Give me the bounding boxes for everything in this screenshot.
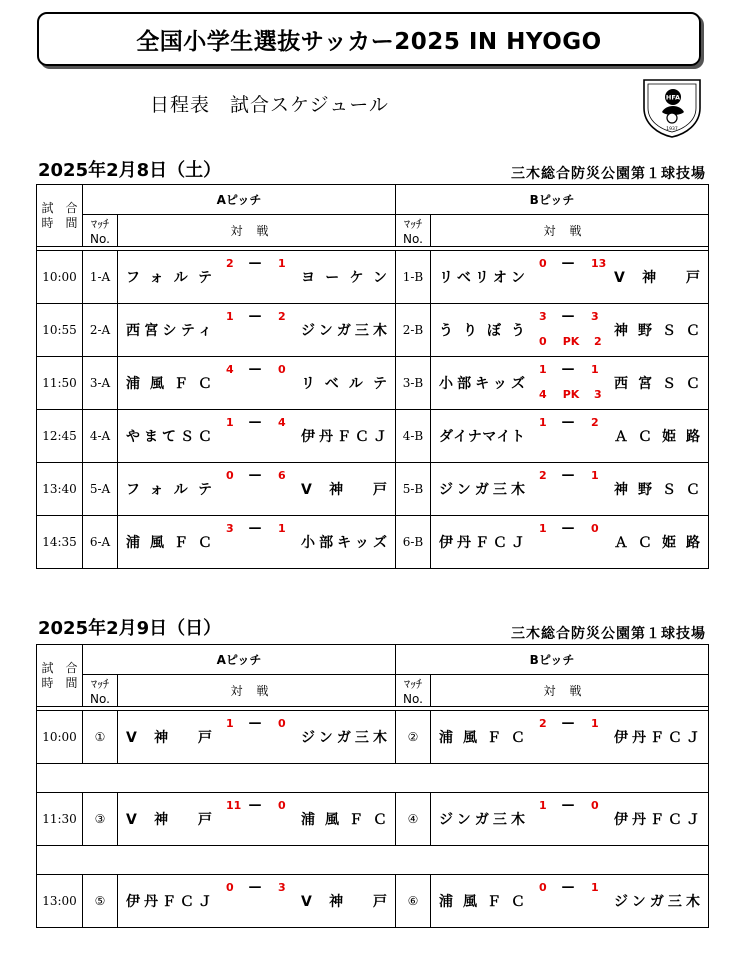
- home-score: 0: [539, 257, 547, 270]
- match-number: ②: [396, 711, 431, 764]
- home-team: 西宮シティ: [126, 323, 212, 339]
- pk-home-score: 0: [539, 335, 547, 348]
- away-score: 6: [278, 469, 286, 482]
- score-dash: —: [561, 256, 575, 271]
- home-score: 2: [226, 257, 234, 270]
- home-score: 4: [226, 363, 234, 376]
- score-dash: —: [248, 309, 262, 324]
- home-team: V 神 戸: [126, 730, 212, 746]
- match-number: 5-B: [396, 463, 431, 516]
- time-header: [37, 185, 83, 247]
- away-team: 神野ＳＣ: [614, 482, 700, 498]
- score-dash: —: [248, 521, 262, 536]
- away-score: 1: [591, 881, 599, 894]
- match-row: [37, 463, 709, 516]
- home-score: 0: [539, 881, 547, 894]
- home-team: 浦風ＦＣ: [439, 730, 525, 746]
- score-dash: —: [248, 468, 262, 483]
- home-score: 2: [539, 717, 547, 730]
- home-team: うりぼう: [439, 323, 525, 339]
- vs-header: 対戦: [431, 215, 709, 247]
- match-a: [118, 463, 396, 516]
- score-dash: —: [248, 716, 262, 731]
- away-score: 0: [278, 717, 286, 730]
- match-number: ③: [83, 793, 118, 846]
- vs-header: 対戦: [118, 675, 396, 707]
- match-number: 3-B: [396, 357, 431, 410]
- match-no-header: ﾏｯﾁNo.: [83, 215, 118, 247]
- pitch-b-header: [396, 645, 709, 675]
- away-team: ＡＣ姫路: [614, 535, 700, 551]
- schedule-table: [36, 644, 709, 928]
- pitch-letter: A: [216, 653, 226, 667]
- home-score: 1: [539, 363, 547, 376]
- break-row: [37, 846, 709, 875]
- away-score: 0: [591, 522, 599, 535]
- match-number: ⑥: [396, 875, 431, 928]
- pk-away-score: 2: [594, 335, 602, 348]
- away-score: 3: [278, 881, 286, 894]
- away-score: 2: [591, 416, 599, 429]
- home-score: 0: [226, 881, 234, 894]
- match-number: 4-B: [396, 410, 431, 463]
- away-team: 伊丹ＦＣＪ: [614, 730, 700, 746]
- pk-home-score: 4: [539, 388, 547, 401]
- match-a: [118, 793, 396, 846]
- match-time: 10:00: [37, 711, 83, 764]
- away-team: V 神 戸: [614, 270, 700, 286]
- away-team: ジンガ三木: [614, 894, 700, 910]
- match-time: 12:45: [37, 410, 83, 463]
- break-cell: [37, 764, 709, 793]
- match-number: 6-A: [83, 516, 118, 569]
- home-team: 小部キッズ: [439, 376, 525, 392]
- pk-label: PK: [562, 388, 580, 401]
- time-header: [37, 645, 83, 707]
- match-row: [37, 875, 709, 928]
- away-score: 1: [278, 522, 286, 535]
- match-number: ①: [83, 711, 118, 764]
- score-dash: —: [561, 415, 575, 430]
- match-b: [431, 357, 709, 410]
- away-score: 4: [278, 416, 286, 429]
- home-team: 伊丹ＦＣＪ: [439, 535, 525, 551]
- match-row: [37, 793, 709, 846]
- match-no-header: ﾏｯﾁNo.: [396, 675, 431, 707]
- match-time: 13:40: [37, 463, 83, 516]
- logo-text: HFA: [665, 93, 681, 102]
- match-b: [431, 410, 709, 463]
- match-number: ⑤: [83, 875, 118, 928]
- break-row: [37, 764, 709, 793]
- time-header-line: 時 間: [41, 215, 78, 230]
- header-row: [37, 185, 709, 215]
- away-team: 伊丹ＦＣＪ: [301, 429, 387, 445]
- home-score: 1: [539, 522, 547, 535]
- away-score: 1: [278, 257, 286, 270]
- home-team: 浦風ＦＣ: [126, 535, 212, 551]
- away-team: リベルテ: [301, 376, 387, 392]
- time-header-line: 試 合: [41, 660, 78, 675]
- pitch-letter: B: [529, 653, 539, 667]
- pitch-letter: A: [216, 193, 226, 207]
- page-subtitle: 日程表 試合スケジュール: [150, 94, 389, 116]
- away-score: 13: [591, 257, 607, 270]
- away-team: ヨーケン: [301, 270, 387, 286]
- pitch-b-header: [396, 185, 709, 215]
- vs-header: 対戦: [431, 675, 709, 707]
- score-dash: —: [561, 798, 575, 813]
- day-venue: 三木総合防災公園第１球技場: [511, 166, 706, 182]
- match-a: [118, 251, 396, 304]
- day-date: 2025年2月9日（日）: [38, 618, 222, 639]
- away-team: 小部キッズ: [301, 535, 387, 551]
- match-number: ④: [396, 793, 431, 846]
- home-score: 3: [226, 522, 234, 535]
- pitch-letter: B: [529, 193, 539, 207]
- score-dash: —: [248, 415, 262, 430]
- home-team: ダイナマイト: [439, 429, 525, 445]
- score-dash: —: [561, 468, 575, 483]
- time-header-line: 時 間: [41, 675, 78, 690]
- match-b: [431, 711, 709, 764]
- home-score: 2: [539, 469, 547, 482]
- match-row: [37, 304, 709, 357]
- match-number: 1-A: [83, 251, 118, 304]
- home-team: フォルテ: [126, 270, 212, 286]
- schedule-table: [36, 184, 709, 569]
- pitch-suffix: ピッチ: [538, 653, 575, 667]
- pitch-suffix: ピッチ: [225, 193, 262, 207]
- home-score: 1: [226, 416, 234, 429]
- home-team: 浦風ＦＣ: [439, 894, 525, 910]
- match-a: [118, 516, 396, 569]
- match-a: [118, 711, 396, 764]
- away-team: 浦風ＦＣ: [301, 812, 387, 828]
- away-score: 0: [278, 363, 286, 376]
- score-dash: —: [561, 309, 575, 324]
- logo-year: 1937: [666, 127, 678, 132]
- home-score: 0: [226, 469, 234, 482]
- home-score: 1: [226, 717, 234, 730]
- pitch-suffix: ピッチ: [538, 193, 575, 207]
- title-box: [37, 12, 701, 66]
- home-team: V 神 戸: [126, 812, 212, 828]
- home-team: やまてＳＣ: [126, 429, 212, 445]
- away-team: ジンガ三木: [301, 730, 387, 746]
- away-score: 0: [278, 799, 286, 812]
- score-dash: —: [561, 880, 575, 895]
- home-team: リベリオン: [439, 270, 525, 286]
- pk-label: PK: [562, 335, 580, 348]
- match-number: 6-B: [396, 516, 431, 569]
- match-b: [431, 251, 709, 304]
- pitch-suffix: ピッチ: [225, 653, 262, 667]
- score-dash: —: [248, 880, 262, 895]
- away-team: ＡＣ姫路: [614, 429, 700, 445]
- away-score: 1: [591, 469, 599, 482]
- score-dash: —: [248, 362, 262, 377]
- score-dash: —: [248, 798, 262, 813]
- match-b: [431, 463, 709, 516]
- header-row: [37, 645, 709, 675]
- away-score: 3: [591, 310, 599, 323]
- away-score: 1: [591, 363, 599, 376]
- subheader-row: [37, 215, 709, 247]
- away-team: V 神 戸: [301, 894, 387, 910]
- match-a: [118, 304, 396, 357]
- time-header-line: 試 合: [41, 200, 78, 215]
- match-number: 5-A: [83, 463, 118, 516]
- match-b: [431, 793, 709, 846]
- away-score: 2: [278, 310, 286, 323]
- away-team: 西宮ＳＣ: [614, 376, 700, 392]
- match-time: 11:50: [37, 357, 83, 410]
- match-b: [431, 516, 709, 569]
- match-row: [37, 251, 709, 304]
- away-team: ジンガ三木: [301, 323, 387, 339]
- score-dash: —: [561, 521, 575, 536]
- home-team: ジンガ三木: [439, 812, 525, 828]
- match-time: 10:00: [37, 251, 83, 304]
- match-row: [37, 357, 709, 410]
- match-number: 4-A: [83, 410, 118, 463]
- home-score: 3: [539, 310, 547, 323]
- match-number: 2-A: [83, 304, 118, 357]
- match-a: [118, 875, 396, 928]
- day-venue: 三木総合防災公園第１球技場: [511, 626, 706, 642]
- score-dash: —: [561, 362, 575, 377]
- match-row: [37, 711, 709, 764]
- pitch-a-header: [83, 645, 396, 675]
- away-team: V 神 戸: [301, 482, 387, 498]
- page-title: 全国小学生選抜サッカー2025 IN HYOGO: [136, 28, 602, 55]
- home-team: 浦風ＦＣ: [126, 376, 212, 392]
- away-team: 伊丹ＦＣＪ: [614, 812, 700, 828]
- pk-away-score: 3: [594, 388, 602, 401]
- match-time: 13:00: [37, 875, 83, 928]
- match-number: 2-B: [396, 304, 431, 357]
- away-score: 0: [591, 799, 599, 812]
- match-number: 3-A: [83, 357, 118, 410]
- break-cell: [37, 846, 709, 875]
- match-time: 14:35: [37, 516, 83, 569]
- home-score: 11: [226, 799, 242, 812]
- match-b: [431, 304, 709, 357]
- home-team: 伊丹ＦＣＪ: [126, 894, 212, 910]
- match-row: [37, 516, 709, 569]
- match-number: 1-B: [396, 251, 431, 304]
- match-time: 11:30: [37, 793, 83, 846]
- match-time: 10:55: [37, 304, 83, 357]
- home-team: フォルテ: [126, 482, 212, 498]
- match-a: [118, 410, 396, 463]
- pitch-a-header: [83, 185, 396, 215]
- match-b: [431, 875, 709, 928]
- match-a: [118, 357, 396, 410]
- score-dash: —: [248, 256, 262, 271]
- vs-header: 対戦: [118, 215, 396, 247]
- match-row: [37, 410, 709, 463]
- away-score: 1: [591, 717, 599, 730]
- home-score: 1: [226, 310, 234, 323]
- hfa-emblem-icon: [640, 78, 704, 138]
- match-no-header: ﾏｯﾁNo.: [396, 215, 431, 247]
- home-team: ジンガ三木: [439, 482, 525, 498]
- day-date: 2025年2月8日（土）: [38, 160, 222, 181]
- score-dash: —: [561, 716, 575, 731]
- home-score: 1: [539, 416, 547, 429]
- subheader-row: [37, 675, 709, 707]
- match-no-header: ﾏｯﾁNo.: [83, 675, 118, 707]
- home-score: 1: [539, 799, 547, 812]
- away-team: 神野ＳＣ: [614, 323, 700, 339]
